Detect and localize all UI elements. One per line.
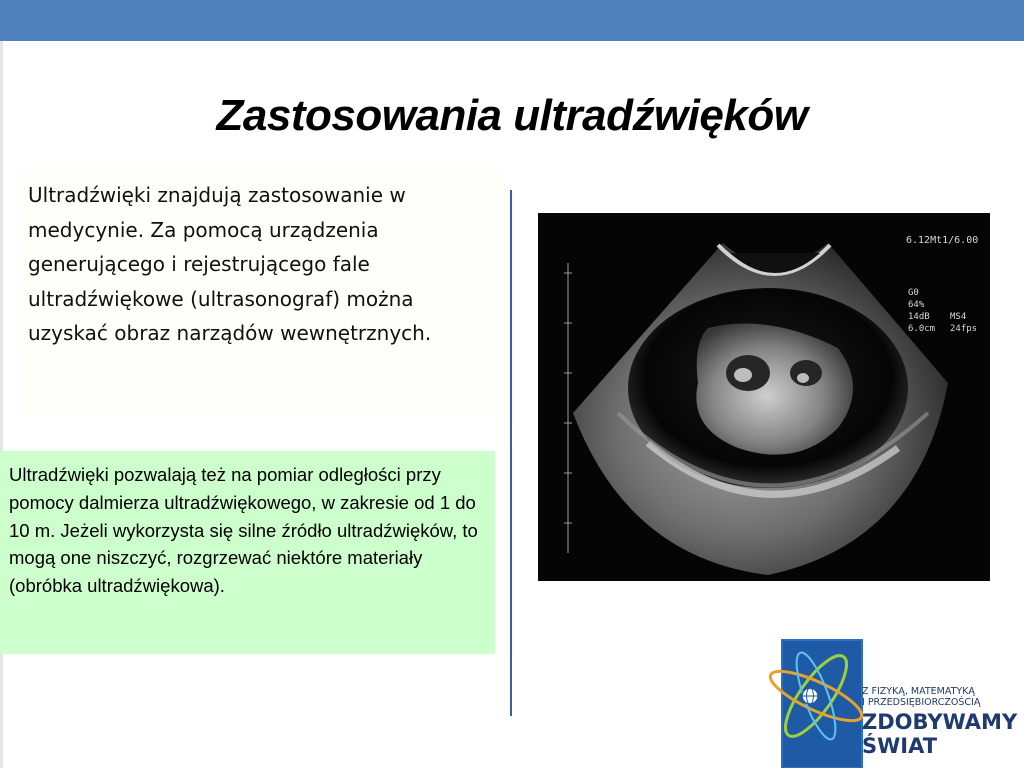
green-info-box [0,451,495,654]
logo-line-2: I PRZEDSIĘBIORCZOŚCIĄ [862,697,981,708]
ultrasound-param: MS4 [950,312,967,322]
logo-text-small [862,686,980,708]
ultrasound-image [538,213,990,581]
ultrasound-param: 14dB [908,312,930,322]
text-panel [18,168,508,418]
left-edge [0,41,3,768]
logo-line-1: Z FIZYKĄ, MATEMATYKĄ [862,686,975,697]
logo-line-4: ŚWIAT [862,734,938,758]
ultrasound-param: 24fps [950,324,978,334]
ultrasound-param: 6.0cm [908,324,936,334]
top-bar [0,0,1024,41]
ultrasound-header-text: 6.12Mt1/6.00 [906,235,979,246]
ultrasound-scan-graphic [538,213,990,581]
ultrasound-param: G0 [908,288,919,298]
ultrasound-param: 64% [908,300,925,310]
slide-title: Zastosowania ultradźwięków [216,91,808,140]
divider-line [510,190,512,716]
logo-line-3: ZDOBYWAMY [862,710,1018,734]
main-text: Ultradźwięki znajdują zastosowanie w medycynie. Za pomocą urządzenia generującego i rejestrującego fale ultradźwiękowe (ultrasonograf) można uzyskać obraz narządów wewnętrznych. [28,183,432,345]
green-box-text: Ultradźwięki pozwalają też na pomiar odległości przy pomocy dalmierza ultradźwiękowego, w zakresie od 1 do 10 m. Jeżeli wykorzysta się silne źródło ultradźwięków, to mogą one niszczyć, rozgrzewać niektóre materiały (obróbka ultradźwiękowa). [9,464,478,597]
